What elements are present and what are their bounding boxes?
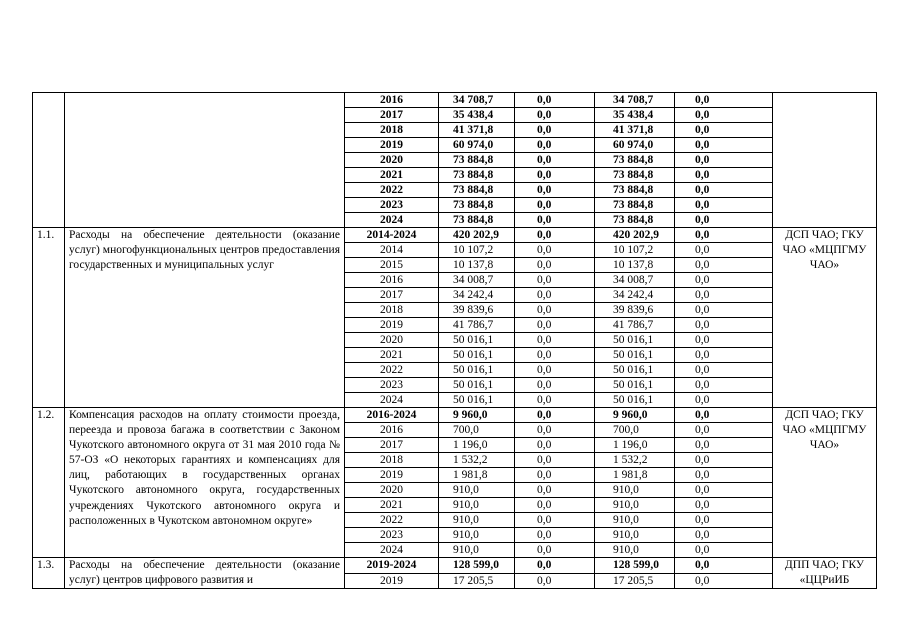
year-cell: 2023 [345,198,439,213]
total-cell: 60 974,0 [439,138,515,153]
other-sources-cell: 0,0 [675,333,773,348]
other-sources-cell: 0,0 [675,138,773,153]
okrug-budget-cell: 73 884,8 [595,198,675,213]
other-sources-cell: 0,0 [675,513,773,528]
federal-cell: 0,0 [515,303,595,318]
total-cell: 910,0 [439,543,515,558]
year-cell: 2016-2024 [345,408,439,423]
federal-cell: 0,0 [515,408,595,423]
year-cell: 2018 [345,303,439,318]
responsible-cell [773,93,877,228]
year-cell: 2019 [345,318,439,333]
year-cell: 2019 [345,573,439,589]
year-cell: 2022 [345,183,439,198]
federal-cell: 0,0 [515,93,595,108]
federal-cell: 0,0 [515,228,595,243]
federal-cell: 0,0 [515,213,595,228]
total-cell: 50 016,1 [439,348,515,363]
federal-cell: 0,0 [515,558,595,574]
year-cell: 2017 [345,288,439,303]
federal-cell: 0,0 [515,288,595,303]
federal-cell: 0,0 [515,108,595,123]
federal-cell: 0,0 [515,183,595,198]
okrug-budget-cell: 39 839,6 [595,303,675,318]
other-sources-cell: 0,0 [675,288,773,303]
okrug-budget-cell: 34 242,4 [595,288,675,303]
year-cell: 2014 [345,243,439,258]
year-cell: 2016 [345,423,439,438]
okrug-budget-cell: 41 371,8 [595,123,675,138]
total-cell: 420 202,9 [439,228,515,243]
other-sources-cell: 0,0 [675,198,773,213]
okrug-budget-cell: 910,0 [595,513,675,528]
item-number-cell: 1.2. [33,408,65,558]
year-cell: 2014-2024 [345,228,439,243]
other-sources-cell: 0,0 [675,543,773,558]
federal-cell: 0,0 [515,258,595,273]
okrug-budget-cell: 41 786,7 [595,318,675,333]
year-cell: 2016 [345,93,439,108]
other-sources-cell: 0,0 [675,318,773,333]
other-sources-cell: 0,0 [675,438,773,453]
federal-cell: 0,0 [515,318,595,333]
okrug-budget-cell: 73 884,8 [595,183,675,198]
okrug-budget-cell: 1 981,8 [595,468,675,483]
total-cell: 17 205,5 [439,573,515,589]
federal-cell: 0,0 [515,123,595,138]
other-sources-cell: 0,0 [675,108,773,123]
okrug-budget-cell: 10 107,2 [595,243,675,258]
okrug-budget-cell: 35 438,4 [595,108,675,123]
table-row [33,408,877,423]
total-cell: 50 016,1 [439,363,515,378]
total-cell: 50 016,1 [439,378,515,393]
year-cell: 2021 [345,348,439,363]
federal-cell: 0,0 [515,138,595,153]
total-cell: 73 884,8 [439,168,515,183]
total-cell: 39 839,6 [439,303,515,318]
okrug-budget-cell: 73 884,8 [595,153,675,168]
year-cell: 2016 [345,273,439,288]
federal-cell: 0,0 [515,273,595,288]
item-description-cell: Расходы на обеспечение деятельности (оказание услуг) центров цифрового развития и [65,558,345,589]
item-description-cell: Компенсация расходов на оплату стоимости проезда, переезда и провоза багажа в соответствии с Законом Чукотского автономного округа от 31 мая 2010 года № 57-ОЗ «О некоторых гарантиях и компенсациях для лиц, работающих в государственных органах Чукотского автономного округа, государственных учреждениях Чукотского автономного округа и расположенных в Чукотском автономном округе» [65,408,345,558]
other-sources-cell: 0,0 [675,168,773,183]
total-cell: 50 016,1 [439,393,515,408]
other-sources-cell: 0,0 [675,528,773,543]
federal-cell: 0,0 [515,348,595,363]
okrug-budget-cell: 34 008,7 [595,273,675,288]
year-cell: 2024 [345,213,439,228]
okrug-budget-cell: 910,0 [595,528,675,543]
year-cell: 2023 [345,528,439,543]
total-cell: 41 786,7 [439,318,515,333]
other-sources-cell: 0,0 [675,183,773,198]
year-cell: 2015 [345,258,439,273]
other-sources-cell: 0,0 [675,93,773,108]
okrug-budget-cell: 50 016,1 [595,348,675,363]
total-cell: 73 884,8 [439,183,515,198]
federal-cell: 0,0 [515,198,595,213]
year-cell: 2022 [345,513,439,528]
federal-cell: 0,0 [515,333,595,348]
total-cell: 910,0 [439,513,515,528]
other-sources-cell: 0,0 [675,243,773,258]
federal-cell: 0,0 [515,498,595,513]
budget-table [32,92,877,589]
total-cell: 73 884,8 [439,153,515,168]
okrug-budget-cell: 1 196,0 [595,438,675,453]
okrug-budget-cell: 73 884,8 [595,213,675,228]
item-description-cell [65,93,345,228]
total-cell: 10 107,2 [439,243,515,258]
year-cell: 2020 [345,333,439,348]
total-cell: 910,0 [439,483,515,498]
federal-cell: 0,0 [515,168,595,183]
year-cell: 2021 [345,498,439,513]
okrug-budget-cell: 60 974,0 [595,138,675,153]
item-description-cell: Расходы на обеспечение деятельности (оказание услуг) многофункциональных центров предоставления государственных и муниципальных услуг [65,228,345,408]
year-cell: 2017 [345,438,439,453]
total-cell: 9 960,0 [439,408,515,423]
federal-cell: 0,0 [515,438,595,453]
other-sources-cell: 0,0 [675,273,773,288]
okrug-budget-cell: 73 884,8 [595,168,675,183]
other-sources-cell: 0,0 [675,258,773,273]
year-cell: 2023 [345,378,439,393]
total-cell: 700,0 [439,423,515,438]
year-cell: 2018 [345,123,439,138]
total-cell: 34 242,4 [439,288,515,303]
year-cell: 2019-2024 [345,558,439,574]
item-number-cell: 1.1. [33,228,65,408]
other-sources-cell: 0,0 [675,408,773,423]
federal-cell: 0,0 [515,153,595,168]
item-number-cell [33,93,65,228]
other-sources-cell: 0,0 [675,468,773,483]
year-cell: 2024 [345,543,439,558]
other-sources-cell: 0,0 [675,378,773,393]
other-sources-cell: 0,0 [675,483,773,498]
other-sources-cell: 0,0 [675,393,773,408]
other-sources-cell: 0,0 [675,498,773,513]
other-sources-cell: 0,0 [675,213,773,228]
total-cell: 35 438,4 [439,108,515,123]
responsible-cell: ДСП ЧАО; ГКУ ЧАО «МЦПГМУ ЧАО» [773,228,877,408]
other-sources-cell: 0,0 [675,348,773,363]
other-sources-cell: 0,0 [675,303,773,318]
okrug-budget-cell: 50 016,1 [595,363,675,378]
other-sources-cell: 0,0 [675,423,773,438]
other-sources-cell: 0,0 [675,363,773,378]
total-cell: 910,0 [439,528,515,543]
year-cell: 2022 [345,363,439,378]
total-cell: 50 016,1 [439,333,515,348]
total-cell: 34 008,7 [439,273,515,288]
other-sources-cell: 0,0 [675,453,773,468]
year-cell: 2020 [345,483,439,498]
okrug-budget-cell: 1 532,2 [595,453,675,468]
federal-cell: 0,0 [515,543,595,558]
item-number-cell: 1.3. [33,558,65,589]
table-row [33,228,877,243]
total-cell: 910,0 [439,498,515,513]
total-cell: 128 599,0 [439,558,515,574]
okrug-budget-cell: 50 016,1 [595,393,675,408]
total-cell: 34 708,7 [439,93,515,108]
year-cell: 2020 [345,153,439,168]
okrug-budget-cell: 17 205,5 [595,573,675,589]
total-cell: 1 981,8 [439,468,515,483]
total-cell: 73 884,8 [439,198,515,213]
okrug-budget-cell: 910,0 [595,543,675,558]
table-row [33,558,877,574]
total-cell: 10 137,8 [439,258,515,273]
other-sources-cell: 0,0 [675,558,773,574]
okrug-budget-cell: 700,0 [595,423,675,438]
okrug-budget-cell: 34 708,7 [595,93,675,108]
other-sources-cell: 0,0 [675,228,773,243]
federal-cell: 0,0 [515,393,595,408]
total-cell: 73 884,8 [439,213,515,228]
total-cell: 1 196,0 [439,438,515,453]
responsible-cell: ДПП ЧАО; ГКУ «ЦЦРиИБ [773,558,877,589]
okrug-budget-cell: 910,0 [595,498,675,513]
federal-cell: 0,0 [515,453,595,468]
other-sources-cell: 0,0 [675,573,773,589]
federal-cell: 0,0 [515,378,595,393]
federal-cell: 0,0 [515,423,595,438]
federal-cell: 0,0 [515,528,595,543]
okrug-budget-cell: 10 137,8 [595,258,675,273]
okrug-budget-cell: 50 016,1 [595,378,675,393]
table-row [33,93,877,108]
year-cell: 2019 [345,138,439,153]
total-cell: 41 371,8 [439,123,515,138]
federal-cell: 0,0 [515,573,595,589]
federal-cell: 0,0 [515,468,595,483]
year-cell: 2021 [345,168,439,183]
year-cell: 2019 [345,468,439,483]
okrug-budget-cell: 910,0 [595,483,675,498]
okrug-budget-cell: 128 599,0 [595,558,675,574]
responsible-cell: ДСП ЧАО; ГКУ ЧАО «МЦПГМУ ЧАО» [773,408,877,558]
year-cell: 2018 [345,453,439,468]
other-sources-cell: 0,0 [675,153,773,168]
okrug-budget-cell: 9 960,0 [595,408,675,423]
federal-cell: 0,0 [515,363,595,378]
okrug-budget-cell: 50 016,1 [595,333,675,348]
federal-cell: 0,0 [515,513,595,528]
other-sources-cell: 0,0 [675,123,773,138]
federal-cell: 0,0 [515,483,595,498]
year-cell: 2024 [345,393,439,408]
year-cell: 2017 [345,108,439,123]
okrug-budget-cell: 420 202,9 [595,228,675,243]
federal-cell: 0,0 [515,243,595,258]
total-cell: 1 532,2 [439,453,515,468]
